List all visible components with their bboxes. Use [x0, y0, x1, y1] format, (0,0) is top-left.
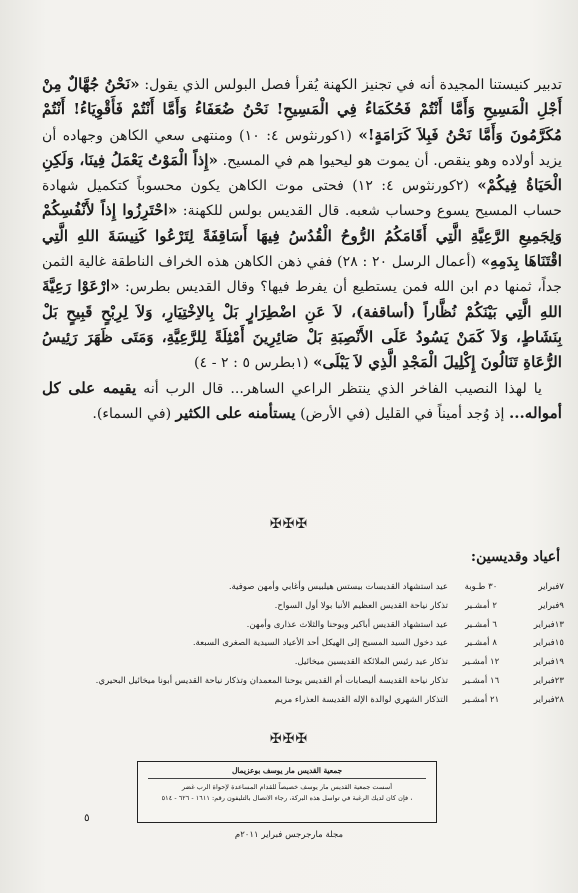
feast-gregorian-date: ١٩فبراير — [533, 657, 564, 668]
feast-coptic-date: ٢١ أمشـير — [462, 694, 500, 705]
notice-separator — [148, 778, 426, 779]
scripture-quote: «احْتَرِزُوا إِذاً لأَنْفُسِكُمْ وَلِجَمِيعِ الرَّعِيَّةِ الَّتِي أَقَامَكُمُ الرُّوحُ الْقُدُسُ فِيهَا أَسَاقِفَةً لِتَرْعُوا كَنِيسَةَ اللهِ الَّتِي اقْتَنَاهَا بِدَمِهِ» — [42, 201, 563, 271]
bold-phrase: يقيمه على كل أمواله... — [42, 378, 562, 422]
feasts-heading: أعياد وقديسين: — [470, 549, 560, 565]
notice-line: ، فإن كان لديك الرغبة في تواسل هذه البركة، رجاء الاتصال بالتليفون رقم: ١٦١١ - ٦٢٦ - ٥١٤ — [161, 794, 413, 802]
feast-coptic-date: ٨ أمشـير — [465, 638, 497, 649]
notice-line: أسست جمعية القديس مار يوسف خصيصاً للقدام المساعدة لإحواة الرب غضر — [181, 783, 393, 791]
feast-row — [40, 634, 564, 653]
feast-gregorian-date: ١٣فبراير — [533, 619, 564, 630]
feasts-table — [40, 578, 564, 710]
feast-description: عيد دخول السيد المسيح إلى الهيكل أحد الأعياد السيدية الصغرى السبعة. — [192, 638, 448, 649]
feast-description: عيد استشهاد القديس أباكير ويوحنا والثلاث عذارى وأمهن. — [246, 619, 448, 630]
bold-phrase: يستأمنه على الكثير — [175, 403, 296, 422]
paragraph-1 — [42, 72, 562, 376]
feast-gregorian-date: ٩فبراير — [538, 600, 564, 611]
feast-coptic-date: ١٦ أمشـير — [462, 675, 500, 686]
text-run: تدبير كنيستنا المجيدة أنه في تجنيز الكهنة يُقرأ فصل البولس الذي يقول: — [139, 77, 563, 93]
feast-row — [40, 691, 564, 710]
text-run: (في السماء). — [92, 405, 176, 422]
feast-description: التذكار الشهري لوالدة الإله القديسة العذراء مريم — [274, 694, 448, 705]
text-run: (١كورنثوس ٤: ١٠) ومنتهى سعي الكاهن وجهاده أن يزيد أولاده وهو ينقص. أن يموت هو ليحيوا هم في المسيح. — [42, 127, 562, 169]
feast-description: عيد استشهاد القديسات بيستس هيلبيس وأغابي وأمهن صوفية. — [228, 582, 448, 592]
scripture-reference: (١بطرس ٥ : ٢ - ٤) — [194, 355, 313, 372]
feast-description: تذكار نياحة القديسة أليصابات أم القديس يوحنا المعمدان وتذكار نياحة القديس أبونا ميخائيل البحيري. — [95, 675, 448, 686]
cross-divider-bottom: ✠✠✠ — [269, 731, 309, 747]
scripture-quote: «إِذاً الْمَوْتُ يَعْمَلُ فِينَا، وَلَكِنِ الْحَيَاةُ فِيكُمْ» — [42, 150, 562, 195]
feast-coptic-date: ٦ أمشـير — [465, 619, 497, 630]
feast-description: تذكار عيد رئيس الملائكة القديسين ميخائيل. — [294, 657, 448, 668]
text-run: (أعمال الرسل ٢٠ : ٢٨) ففي ذهن الكاهن هذه الخراف الناطقة غالية الثمن جداً، ثمنها دم ابن الله فمن يستطيع أن يفرط فيها؟ وقال القديس بطرس: — [42, 254, 562, 296]
association-notice-box — [137, 761, 437, 823]
paragraph-2 — [42, 376, 562, 427]
feast-gregorian-date: ٧فبراير — [538, 582, 564, 592]
scripture-quote: «نَحْنُ جُهَّالٌ مِنْ أَجْلِ الْمَسِيحِ وَأَمَّا أَنْتُمْ فَحُكَمَاءُ فِي الْمَسِيحِ! نَحْنُ ضُعَفَاءُ وَأَمَّا أَنْتُمْ فَأَقْوِيَاءُ! أَنْتُمْ مُكَرَّمُونَ وَأَمَّا نَحْنُ فَبِلاَ كَرَامَةٍ!» — [42, 75, 563, 144]
feast-row — [40, 672, 564, 691]
feast-coptic-date: ٣٠ طـوبة — [464, 582, 498, 592]
feast-gregorian-date: ٢٣فبراير — [533, 675, 564, 686]
feast-coptic-date: ١٢ أمشـير — [462, 657, 500, 668]
text-run: (٢كورنثوس ٤: ١٢) فحتى موت الكاهن يكون محسوباً كتكميل شهادة حساب المسيح يسوع وحساب شعبه. قال القديس بولس للكهنة: — [42, 178, 562, 220]
feast-row — [40, 597, 564, 616]
feast-row — [40, 578, 564, 597]
cross-divider-top: ✠✠✠ — [269, 516, 309, 532]
page-number: ٥ — [84, 812, 90, 824]
feast-gregorian-date: ١٥فبراير — [533, 638, 564, 649]
text-run: إذ وُجد أميناً في القليل (في الأرض) — [295, 405, 509, 422]
notice-title: جمعية القديس مار يوسف بوعزيمال — [231, 766, 343, 775]
feast-description: تذكار نياحة القديس العظيم الأنبا بولا أول السواح. — [274, 600, 448, 611]
feast-coptic-date: ٢ أمشـير — [465, 600, 497, 611]
feast-gregorian-date: ٢٨فبراير — [533, 694, 564, 705]
feast-row — [40, 616, 564, 635]
feast-row — [40, 653, 564, 672]
article-body — [42, 72, 562, 426]
text-run: يا لهذا النصيب الفاخر الذي ينتظر الراعي الساهر... قال الرب أنه — [136, 380, 542, 397]
magazine-footer: مجلة مارجرجس فبراير ٢٠١١م — [234, 830, 344, 840]
scripture-quote: «ارْعَوْا رَعِيَّةَ اللهِ الَّتِي بَيْنَكُمْ نُظَّاراً (أساقفة)، لاَ عَنِ اضْطِرَارٍ بَلْ بِالاِخْتِيَارِ، وَلاَ لِرِبْحٍ قَبِيحٍ بَلْ بِنَشَاطٍ، وَلاَ كَمَنْ يَسُودُ عَلَى الأَنْصِبَةِ بَلْ صَائِرِينَ أَمْثِلَةً لِلرَّعِيَّةِ، وَمَتَى ظَهَرَ رَئِيسُ الرُّعَاةِ تَنَالُونَ إِكْلِيلَ الْمَجْدِ الَّذِي لاَ يَبْلَى» — [42, 277, 562, 372]
